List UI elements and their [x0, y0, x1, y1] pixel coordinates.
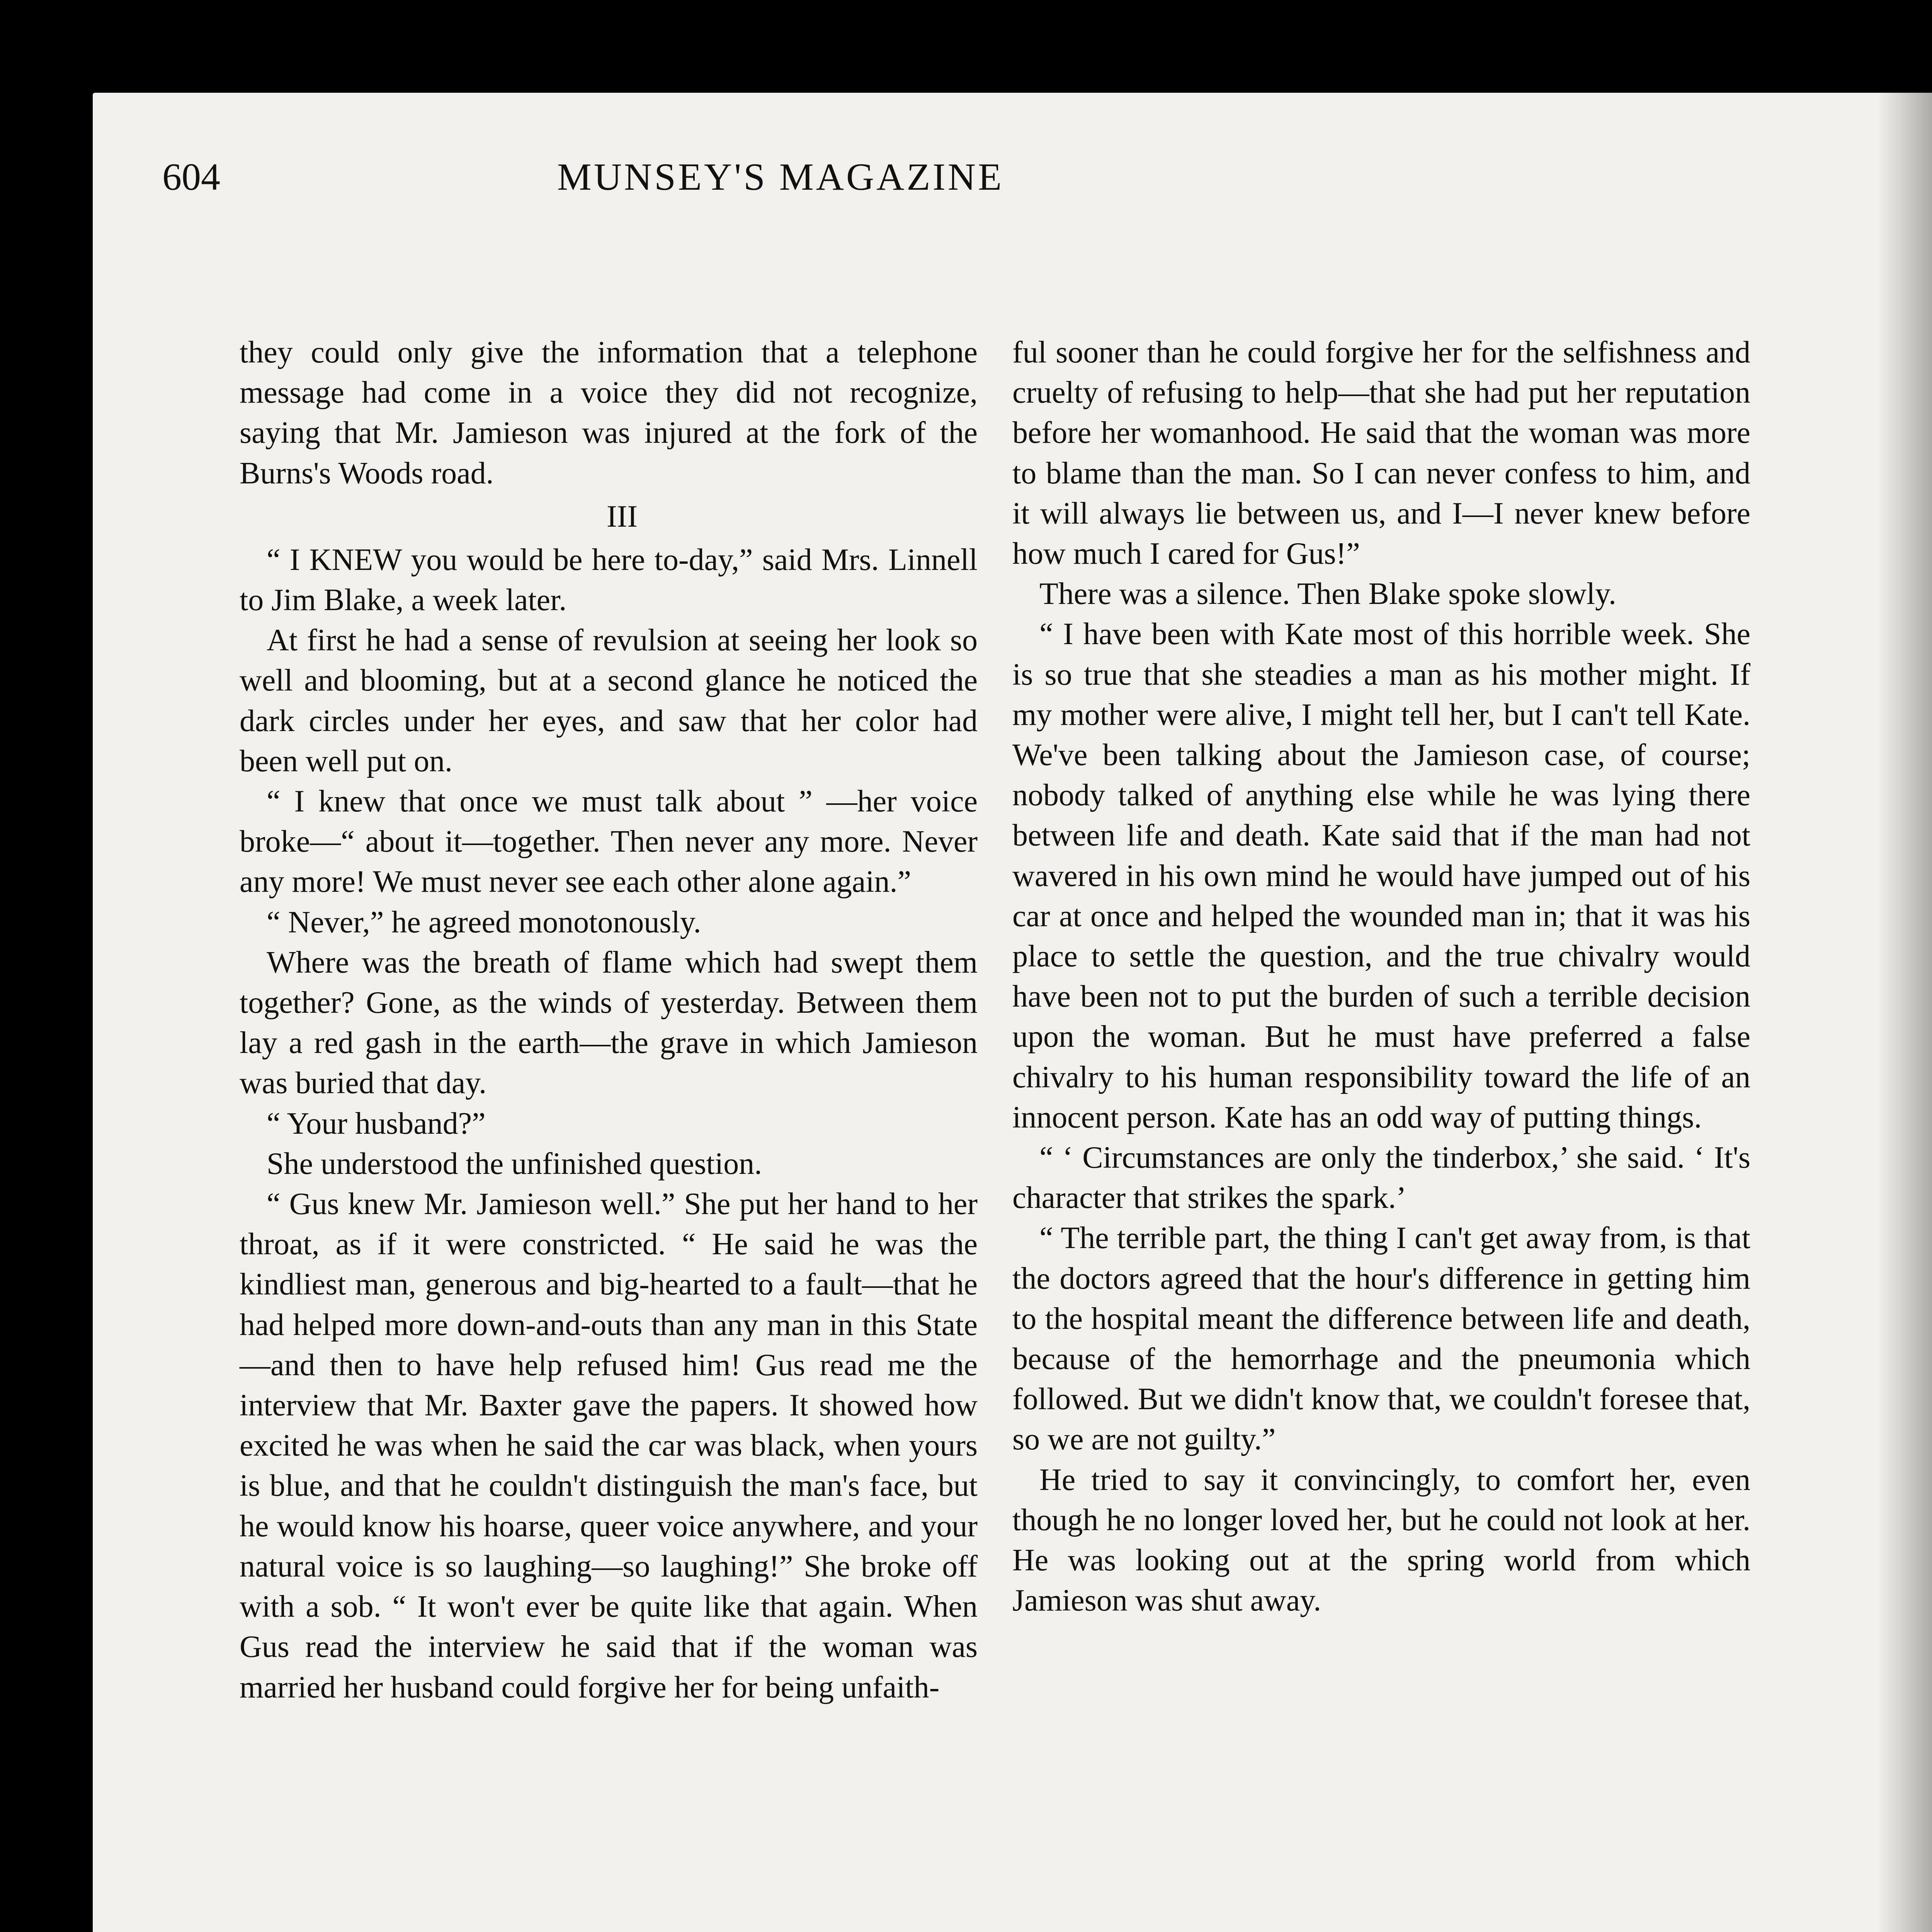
- paragraph: ful sooner than he could forgive her for the selfishness and cruelty of refusing to help—that she had put her reputation before her womanhood. He said that the woman was more to blame than the man. So I can never confess to him, and it will always lie between us, and I—I never knew before how much I cared for Gus!”: [1012, 335, 1750, 571]
- left-column: [240, 332, 978, 1708]
- paragraph: At first he had a sense of revulsion at seeing her look so well and blooming, but at a second glance he noticed the dark circles under her eyes, and saw that her color had been well put on.: [240, 623, 978, 778]
- running-title: MUNSEY'S MAGAZINE: [557, 155, 1004, 198]
- section-number: III: [607, 499, 638, 534]
- paragraph: He tried to say it convincingly, to comfort her, even though he no longer loved her, but he could not look at her. He was looking out at the spring world from which Jamieson was shut away.: [1012, 1463, 1750, 1618]
- paragraph: “ ‘ Circumstances are only the tinderbox,’ she said. ‘ It's character that strikes the spark.’: [1012, 1141, 1750, 1215]
- paragraph: “ Never,” he agreed monotonously.: [267, 905, 701, 939]
- paragraph: “ I KNEW you would be here to-day,” said Mrs. Linnell to Jim Blake, a week later.: [240, 543, 978, 617]
- paragraph: “ The terrible part, the thing I can't get away from, is that the doctors agreed that the hour's difference in getting him to the hospital meant the difference between life and death, because of the hemorrhage and the pneumonia which followed. But we didn't know that, we couldn't foresee that, so we are not guilty.”: [1012, 1221, 1750, 1457]
- paragraph: There was a silence. Then Blake spoke slowly.: [1039, 577, 1616, 611]
- right-column: [1012, 332, 1750, 1621]
- paragraph: Where was the breath of flame which had swept them together? Gone, as the winds of yesterday. Between them lay a red gash in the earth—the grave in which Jamieson was buried that day.: [240, 945, 978, 1100]
- page-number: 604: [162, 155, 220, 198]
- paragraph: She understood the unfinished question.: [267, 1146, 762, 1181]
- paragraph: “ I knew that once we must talk about ” —her voice broke—“ about it—together. Then never any more. Never any more! We must never see each other alone again.”: [240, 784, 978, 899]
- paragraph: “ Your husband?”: [267, 1106, 486, 1141]
- paragraph: they could only give the information that a telephone message had come in a voice they did not recognize, saying that Mr. Jamieson was injured at the fork of the Burns's Woods road.: [240, 335, 978, 490]
- paragraph: “ Gus knew Mr. Jamieson well.” She put her hand to her throat, as if it were constricted. “ He said he was the kindliest man, generous and big-hearted to a fault—that he had helped more down-and-outs than any man in this State—and then to have help refused him! Gus read me the interview that Mr. Baxter gave the papers. It showed how excited he was when he said the car was black, when yours is blue, and that he couldn't distinguish the man's face, but he would know his hoarse, queer voice anywhere, and your natural voice is so laughing—so laughing!” She broke off with a sob. “ It won't ever be quite like that again. When Gus read the interview he said that if the woman was married her husband could forgive her for being unfaith-: [240, 1187, 978, 1704]
- paragraph: “ I have been with Kate most of this horrible week. She is so true that she steadies a man as his mother might. If my mother were alive, I might tell her, but I can't tell Kate. We've been talking about the Jamieson case, of course; nobody talked of anything else while he was lying there between life and death. Kate said that if the man had not wavered in his own mind he would have jumped out of his car at once and helped the wounded man in; that it was his place to settle the question, and the true chivalry would have been not to put the burden of such a terrible decision upon the woman. But he must have preferred a false chivalry to his human responsibility toward the life of an innocent person. Kate has an odd way of putting things.: [1012, 617, 1750, 1134]
- gutter-shadow: [1878, 93, 1932, 1932]
